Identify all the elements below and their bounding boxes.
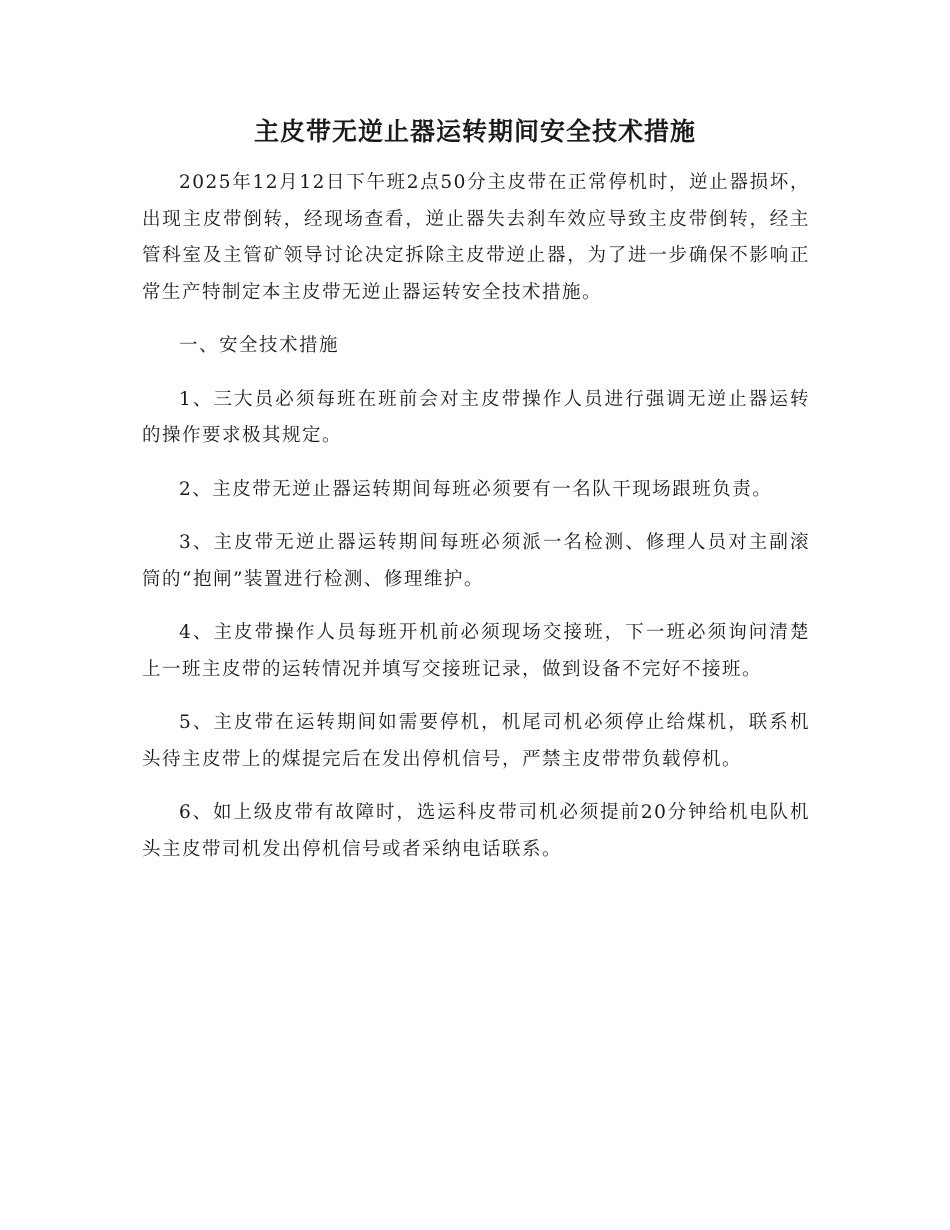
measure-item-2: 2、主皮带无逆止器运转期间每班必须要有一名队干现场跟班负责。 <box>179 478 773 500</box>
measure-item-6: 6、如上级皮带有故障时，选运科皮带司机必须提前20分钟给机电队机头主皮带司机发出停机信号或者采纳电话联系。 <box>142 802 810 860</box>
intro-paragraph: 2025年12月12日下午班2点50分主皮带在正常停机时，逆止器损坏，出现主皮带倒转，经现场查看，逆止器失去刹车效应导致主皮带倒转，经主管科室及主管矿领导讨论决定拆除主皮带逆止器，为了进一步确保不影响正常生产特制定本主皮带无逆止器运转安全技术措施。 <box>142 172 810 303</box>
measure-item-3: 3、主皮带无逆止器运转期间每班必须派一名检测、修理人员对主副滚筒的“抱闸”装置进行检测、修理维护。 <box>142 532 810 590</box>
measure-item-1: 1、三大员必须每班在班前会对主皮带操作人员进行强调无逆止器运转的操作要求极其规定。 <box>142 388 810 446</box>
document-title: 主皮带无逆止器运转期间安全技术措施 <box>253 117 696 146</box>
measure-item-5: 5、主皮带在运转期间如需要停机，机尾司机必须停止给煤机，联系机头待主皮带上的煤提完后在发出停机信号，严禁主皮带带负载停机。 <box>142 712 810 770</box>
document-body <box>142 165 810 885</box>
section-heading: 一、安全技术措施 <box>179 335 340 356</box>
measure-item-4: 4、主皮带操作人员每班开机前必须现场交接班，下一班必须询问清楚上一班主皮带的运转情况并填写交接班记录，做到设备不完好不接班。 <box>142 622 810 680</box>
